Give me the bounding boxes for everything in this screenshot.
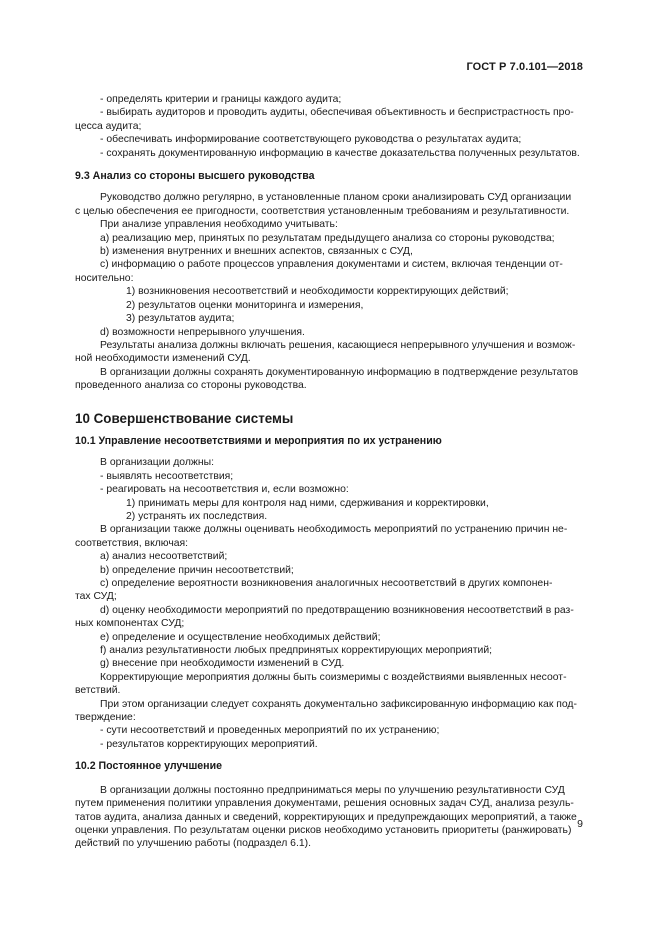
text-line: - выявлять несоответствия; <box>100 470 234 482</box>
text-line: 2) устранять их последствия. <box>126 510 268 522</box>
text-line: с целью обеспечения ее пригодности, соответствия установленным требованиям и результативности. <box>75 205 570 217</box>
text-line: e) определение и осуществление необходимых действий; <box>100 631 381 643</box>
text-line: d) оценку необходимости мероприятий по предотвращению возникновения несоответствий в раз- <box>100 604 574 616</box>
text-line: тах СУД; <box>75 591 117 603</box>
text-line: При этом организации следует сохранять документально зафиксированную информацию как под- <box>100 698 577 710</box>
text-line: соответствия, включая: <box>75 537 189 549</box>
text-line: В организации также должны оценивать необходимость мероприятий по устранению причин не- <box>100 524 568 536</box>
text-line: Руководство должно регулярно, в установленные планом сроки анализировать СУД организации <box>100 192 572 204</box>
text-line: 1) возникновения несоответствий и необходимости корректирующих действий; <box>126 286 509 298</box>
text-line: - сути несоответствий и проведенных мероприятий по их устранению; <box>100 725 440 737</box>
text-line: путем применения политики управления документами, решения основных задач СУД, анализа резуль- <box>75 798 574 810</box>
text-line: - реагировать на несоответствия и, если возможно: <box>100 484 349 496</box>
document-body <box>75 93 583 851</box>
text-line: ветствий. <box>75 685 121 697</box>
section-10-2-text <box>75 784 583 851</box>
text-line: - сохранять документированную информацию в качестве доказательства полученных результатов. <box>100 147 580 159</box>
text-line: b) изменения внутренних и внешних аспектов, связанных с СУД, <box>100 246 413 258</box>
text-line: a) реализацию мер, принятых по результатам предыдущего анализа со стороны руководства; <box>100 232 555 244</box>
text-line: - определять критерии и границы каждого аудита; <box>100 94 342 105</box>
section-9-3-title: 9.3 Анализ со стороны высшего руководства <box>75 170 315 183</box>
text-line: ных компонентах СУД; <box>75 618 185 630</box>
text-line: В организации должны: <box>100 457 214 469</box>
section-10-title: 10 Совершенствование системы <box>75 410 294 426</box>
section-10-2-title: 10.2 Постоянное улучшение <box>75 760 222 773</box>
text-line: g) внесение при необходимости изменений в СУД. <box>100 658 345 670</box>
text-line: татов аудита, анализа данных и сведений, корректирующих и предупреждающих мероприятий, а также <box>75 811 577 823</box>
text-line: проведенного анализа со стороны руководства. <box>75 380 307 392</box>
text-line: - результатов корректирующих мероприятий. <box>100 738 318 750</box>
text-line: действий по улучшению работы (подраздел 6.1). <box>75 838 311 850</box>
document-code: ГОСТ Р 7.0.101—2018 <box>466 61 583 73</box>
text-line: При анализе управления необходимо учитывать: <box>100 219 338 231</box>
text-line: носительно: <box>75 272 134 284</box>
text-line: c) определение вероятности возникновения аналогичных несоответствий в других компонен- <box>100 578 553 589</box>
text-line: f) анализ результативности любых предпринятых корректирующих мероприятий; <box>100 645 493 657</box>
section-10-1-text <box>75 456 583 751</box>
text-line: d) возможности непрерывного улучшения. <box>100 326 305 338</box>
text-line: 1) принимать меры для контроля над ними, сдерживания и корректировки, <box>126 497 489 509</box>
text-line: В организации должны постоянно предприниматься меры по улучшению результативности СУД <box>100 784 565 796</box>
text-line: 3) результатов аудита; <box>126 313 235 325</box>
text-line: В организации должны сохранять документированную информацию в подтверждение результатов <box>100 366 579 378</box>
text-line: оценки управления. По результатам оценки рисков необходимо установить приоритеты (ранжировать) <box>75 824 572 836</box>
text-line: - выбирать аудиторов и проводить аудиты, обеспечивая объективность и беспристрастность про- <box>100 107 574 119</box>
text-line: 2) результатов оценки мониторинга и измерения, <box>126 299 364 311</box>
audit-list <box>75 93 583 160</box>
text-line: a) анализ несоответствий; <box>100 551 228 563</box>
text-line: Корректирующие мероприятия должны быть соизмеримы с воздействиями выявленных несоот- <box>100 671 567 683</box>
text-line: Результаты анализа должны включать решения, касающиеся непрерывного улучшения и возмож- <box>100 339 576 351</box>
text-line: цесса аудита; <box>75 120 142 132</box>
text-line: тверждение: <box>75 712 136 724</box>
text-line: - обеспечивать информирование соответствующего руководства о результатах аудита; <box>100 134 522 146</box>
text-line: c) информацию о работе процессов управления документами и систем, включая тенденции от- <box>100 259 563 271</box>
page-number: 9 <box>577 818 583 830</box>
section-9-3-text <box>75 191 583 392</box>
text-line: b) определение причин несоответствий; <box>100 564 294 576</box>
section-10-1-title: 10.1 Управление несоответствиями и мероприятия по их устранению <box>75 434 442 447</box>
text-line: ной необходимости изменений СУД. <box>75 353 251 365</box>
